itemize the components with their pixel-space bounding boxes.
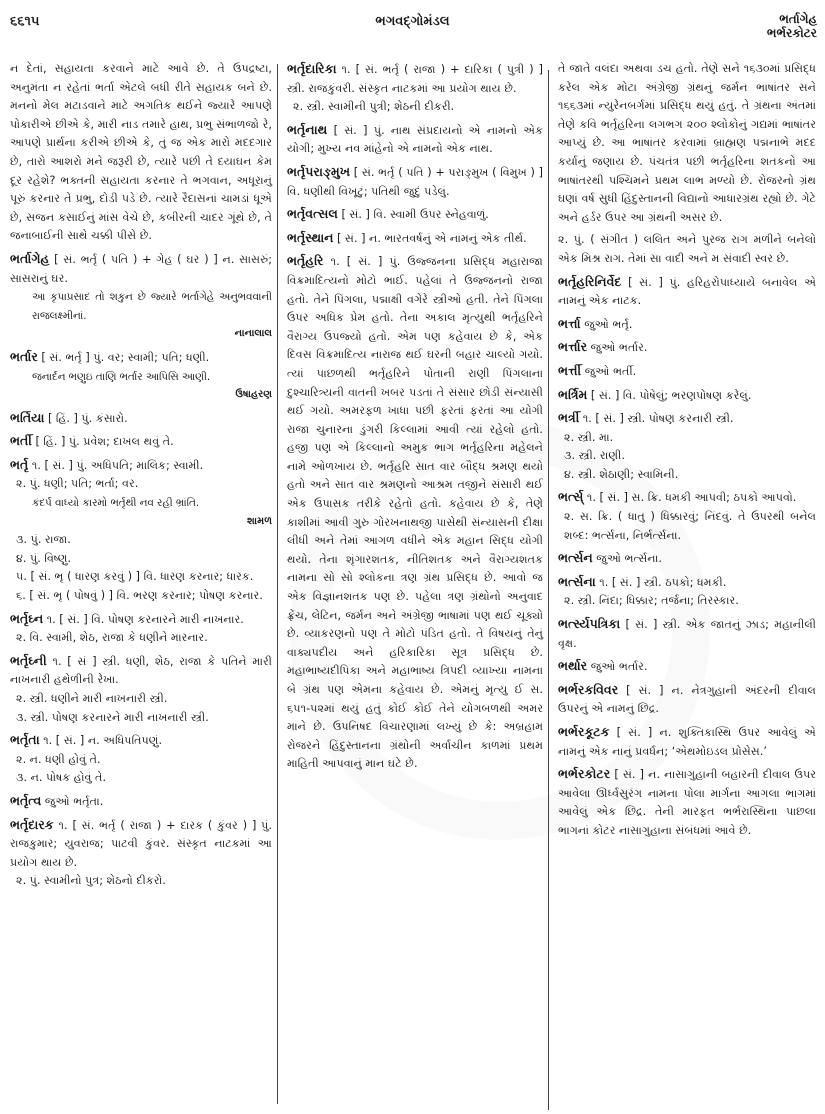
book-title: ભગવદ્ગોમંડલ <box>375 14 450 29</box>
quotation-source: ઉષાહરણ <box>235 389 272 401</box>
entry-sense: ૨. સ. ક્રિ. ( ધાતુ ) ધિક્કારવું; નિંદવું. તે ઉપરથી બનેલ શબ્દ: ભર્ત્સના, નિર્ભર્ત્સના. <box>564 510 816 542</box>
dictionary-entry <box>558 723 816 761</box>
dictionary-entry <box>10 652 272 727</box>
entry-sense: ૧. [ સં. ] પું. ઉજ્જનના પ્રસિદ્ધ મહારાજા વિક્રમાદિત્યનો મોટો ભાઈ. પહેલાં તે ઉજ્જનનો રાજા હતો. તેને પિંગલા, પદ્માક્ષી વગેરે સ્ત્રીઓ હતી. તેને પિંગલા ઉપર અધિક પ્રેમ હતો. તેના અકાલ મૃત્યુથી ભર્તૃહરિને વૈરાગ્ય ઉપજ્યો હતો. એમ પણ કહેવાય છે કે, એક દિવસ વિક્રમાદિત્ય નારાજ થઈ ઘરની બહાર ચાલ્યો ગયો. ત્યાં પાછળથી ભર્તૃહરિને પોતાની રાણી પિંગલાના દુશ્ચારિત્ર્યની વાતની ખબર પડતાં તે સંસાર છોડી સંન્યાસી થઈ ગયો. અમરફળ ખાધા પછી ફરતાં ફરતાં આ યોગી રાજા ચુનારના ડુંગરી કિલ્લામાં આવી ત્યાં રહેલો હતો. હજી પણ એ કિલ્લાનો અમુક ભાગ ભર્તૃહરિના મહેલને નામે ઓળખાય છે. ભર્તૃહરિ સાત વાર બૌદ્ધ શ્રમણ થયો હતો અને સાત વાર શ્રમણનો આશ્રમ તજીને સંસારી થઈ એક ઉપાસક તરીકે રહેતો હતો. કહેવાય છે કે, તેણે કાશીમાં આવી ગુરુ ગોરખનાથજી પાસેથી સંન્યાસની દીક્ષા લીધી અને તેમાં આગળ વધીને એક મહાન સિદ્ધ યોગી થયો. તેના શૃંગારશતક, નીતિશતક અને વૈરાગ્યશતક નામના સો સો શ્લોકના ત્રણ ગ્રંથ પ્રસિદ્ધ છે. આવો જ એક વિજ્ઞાનશતક પણ છે. પહેલા ત્રણ ગ્રંથોનો અનુવાદ ફ્રેંચ, લેટિન, જર્મન અને અંગ્રેજી ભાષામાં પણ થઈ ચૂક્યો છે. વ્યાકરણનો પણ તે મોટો પંડિત હતો. તે વિષયનું તેનું વાક્યપદીય અને હરિકારિકા સૂત્ર પ્રસિદ્ધ છે. મહાભાષ્યદીપિકા અને મહાભાષ્ય ત્રિપદી વ્યાખ્યા નામના બે ગ્રંથ પણ એમના કહેવાય છે. એમનું મૃત્યુ ઈ સ. ૬૫૧-૫૨માં થયું હતું કોઈ કોઈ તેને યોગબળથી અમર માને છે. ઉપનિષદ વિચારણામાં લખ્યું છે કે: અબ્રહામ રોજરને હિંદુસ્તાનના ગ્રંથોની અર્વાચીન કાળમાં પ્રથમ માહિતી આપવાનું માન ઘટે છે. <box>287 255 543 771</box>
entry-headword: ભર્તૃતા <box>10 732 40 748</box>
entry-headword: ભર્તૃ <box>10 456 29 472</box>
dictionary-entry <box>10 409 272 429</box>
entry-sense: જુઓ ભર્તાર. <box>590 660 648 674</box>
entry-sense: જુઓ ભર્ત્સના. <box>596 552 662 566</box>
entry-sense: ૪. પું. વિષ્ણુ. <box>16 551 72 565</box>
entry-sense: [ સં. ભર્તૃ ] પું. વર; સ્વામી; પતિ; ધણી. <box>41 350 210 364</box>
entry-headword: ભર્ત્સન <box>558 550 593 566</box>
column-1 <box>10 60 272 895</box>
dictionary-entry <box>558 615 816 653</box>
entry-headword: ભર્તી <box>10 433 32 449</box>
dictionary-entry <box>558 657 816 677</box>
entry-sense: [ સં. ] વિ. પોષેલું; ભરણપોષણ કરેલું. <box>590 388 752 402</box>
entry-headword: ભર્તૃદારક <box>10 816 54 832</box>
entry-headword: ભર્ત્રી <box>558 410 580 426</box>
entry-sense: ૧. [ સં. ] સ્ત્રી. ઠપકો; ધમકી. <box>599 575 727 589</box>
entry-sense: ૫. [ સં. ભૃ ( ધારણ કરવું ) ] વિ. ધારણ કરનાર; ધારક. <box>16 570 254 584</box>
entry-headword: ભર્ત્સ્યપત્રિકા <box>558 616 621 632</box>
entry-sense: [ સં. ] પું. હરિહરોપાધ્યાયે બનાવેલ એ નામનું એક નાટક. <box>558 275 817 308</box>
dictionary-entry <box>10 432 272 452</box>
entry-sense: ૬. [ સં. ભૃ ( પોષવું ) ] વિ. ભરણ કરનાર; પોષણ કરનાર. <box>16 589 263 603</box>
guide-words <box>767 12 817 40</box>
entry-sense: [ સં. ] ન. નાસાગુહાની બહારની દીવાલ ઉપર આવેલા ઊર્ધ્વસુરંગ નામના પોલા માર્ગના આગલા ભાગમાં આવેલું એક છિદ્ર. તેની મારફત ભર્ભરાસ્થિના પાછલા ભાગનાં કોટર નાસાગુહાના સંબંધમાં આવે છે. <box>558 768 816 837</box>
entry-sense: [ સં. ભર્તૃ ( પતિ ) + ગેહ ( ઘર ) ] ન. સાસરું; સાસરાનું ઘર. <box>10 252 272 285</box>
continuation-paragraph: ન દેતાં, સહાયતા કરવાને માટે આવે છે. તે ઉપદ્રષ્ટા, અનુમંતા ન રહેતાં ભર્તા એટલે બધી રીતે સહાયક બને છે. મનનો મેલ મટાડવાને માટે અગતિક થઈને જ્યારે આપણે પોકારીએ છીએ કે, મારી નાડ તમારે હાથ, પ્રભુ સંભાળજો રે, આપણે પ્રાર્થના કરીએ છીએ કે, તું જ એક મારો મદદગાર છે, તારો આશરો મને જરૂરી છે, ત્યારે પછી તે દયાઘન કેમ દૂર રહેશે? ભક્તની સહાયતા કરનાર તે ભગવાન, અધૂરાનું પૂરું કરનાર તે પ્રભુ, દોડી પડે છે. ત્યારે રૈદાસનાં ચામડાં ધૂએ છે, સજન કસાઈનું માંસ વેચે છે, કબીરની ચાદર ગૂંથે છે, તે જનાબાઈની સાથે ચક્કી પીસે છે. <box>10 62 272 243</box>
entry-sense: [ સં. ] પું. નાથ સંપ્રદાયનો એ નામનો એક યોગી; મુખ્ય નવ માંહેનો એ નામનો એક નાથ. <box>287 123 544 156</box>
entry-quotation: જનાર્દન ભણુઇ તાણિ ભર્તાર આપિસિ આણી. <box>32 370 211 383</box>
guide-word-first: ભર્તાગેહ <box>779 12 817 26</box>
entry-headword: ભર્તૃહરિનિર્વેદ <box>558 273 622 289</box>
entry-sense: [ હિં. ] પું. પ્રવેશ; દાખલ થવું તે. <box>35 435 174 449</box>
dictionary-entry <box>558 573 816 611</box>
entry-sense: ૧. [ સં. ભર્તૃ ( રાજા ) + દારક ( કુંવર ) ] પું. રાજકુમાર; યુવરાજ; પાટવી કુંવર. સંસ્કૃત નાટકમાં આ પ્રયોગ થાય છે. <box>10 818 272 869</box>
entry-headword: ભર્તૃઘ્ની <box>10 652 47 668</box>
entry-sense: ૨. વિ. સ્વામી, શેઠ, રાજા કે ધણીને મારનાર. <box>16 631 208 645</box>
entry-headword: ભર્તૃહરિ <box>287 253 324 269</box>
entry-headword: ભર્ત્તા <box>558 315 581 331</box>
entry-headword: ભર્તૃદારિકા <box>287 61 337 76</box>
dictionary-entry <box>10 456 272 606</box>
entry-sense: જુઓ ભર્તૃતા. <box>44 794 104 808</box>
entry-sense: ૨. સ્ત્રી. સ્વામીની પુત્રી; શેઠની દીકરી. <box>293 100 455 114</box>
entry-sense: [ સં. ભર્તૃ ( પતિ ) + પરાઙ્મુખ ( વિમુખ ) ] વિ. ધણીથી વિખૂટું; પતિથી જુદું પડેલું. <box>287 165 543 198</box>
column-2 <box>287 60 543 778</box>
dictionary-entry <box>558 488 816 545</box>
page-header <box>0 0 825 40</box>
dictionary-entry <box>287 163 543 201</box>
quotation-source: શામળ <box>246 515 272 527</box>
page-number: ૬૬૧૫ <box>10 14 40 29</box>
entry-headword: ભર્તૃત્વ <box>10 792 42 808</box>
column-3 <box>558 60 816 845</box>
entry-sense: જુઓ ભર્તાર. <box>590 341 648 355</box>
entry-headword: ભર્તૃઘ્ન <box>10 610 44 626</box>
entry-headword: ભર્તૃવત્સલ <box>287 206 338 222</box>
entry-sense: ૨. પું. સ્વામીનો પુત્ર; શેઠનો દીકરો. <box>16 874 166 888</box>
dictionary-entry <box>287 252 543 774</box>
entry-sense: ૧. [ સં. ] સ્ત્રી. પોષણ કરનારી સ્ત્રી. <box>582 412 734 426</box>
entry-sense: ૩. સ્ત્રી. રાણી. <box>564 449 625 463</box>
entry-sense: ૩. પું. રાજા. <box>16 533 71 547</box>
entry-sense: [ સં. ] ન. નેત્રગુહાની અંદરની દીવાલ ઉપરનું એ નામનું છિદ્ર. <box>558 683 816 716</box>
entry-headword: ભર્ત્સના <box>558 573 596 589</box>
entry-sense: ૨. ન. ધણી હોવું તે. <box>16 752 101 766</box>
column-divider <box>548 70 549 1110</box>
entry-headword: ભર્ત્તી <box>558 362 582 378</box>
entry-headword: ભર્તાર <box>10 348 38 364</box>
entry-sense: ૨. સ્ત્રી. નિંદા; ધિક્કાર; તર્જના; તિરસ્કાર. <box>564 594 739 608</box>
entry-sense: ૧. [ સં ] સ્ત્રી. ધણી, શેઠ, રાજા કે પતિને મારી નાખનારી હથેળીની રેખા. <box>10 654 272 687</box>
dictionary-entry <box>10 348 272 405</box>
dictionary-entry <box>10 731 272 788</box>
dictionary-entry <box>287 205 543 225</box>
entry-sense: ૪. સ્ત્રી. શેઠાણી; સ્વામિની. <box>564 467 679 481</box>
dictionary-entry <box>558 765 816 840</box>
entry-headword: ભર્તૃપરાઙ્મુખ <box>287 163 351 179</box>
entry-headword: ભર્તાગેહ <box>10 250 50 266</box>
entry-headword: ભર્ત્તાર <box>558 339 588 355</box>
guide-word-last: ભર્ભરકોટર <box>766 26 817 40</box>
entry-sense: ૩. સ્ત્રી. પોષણ કરનારને મારી નાખનારી સ્ત્રી. <box>16 710 209 724</box>
entry-sense: ૨. સ્ત્રી. ધણીને મારી નાખનારી સ્ત્રી. <box>16 692 168 705</box>
dictionary-entry <box>558 409 816 484</box>
entry-sense: ૧. [ સં. ] વિ. પોષણ કરનારને મારી નાખનાર. <box>46 612 244 626</box>
dictionary-entry <box>287 121 543 159</box>
dictionary-entry <box>287 60 543 117</box>
quotation-source: નાનાલાલ <box>234 328 272 340</box>
dictionary-entry <box>558 681 816 719</box>
entry-sense: ૧. [ સં. ] સ. ક્રિ. ધમકી આપવી; ઠપકો આપવો. <box>586 491 797 505</box>
dictionary-entry <box>10 792 272 812</box>
entry-headword: ભર્તૃસ્થાન <box>287 229 334 245</box>
dictionary-entry <box>287 229 543 249</box>
entry-sense: ૧. [ સં. ] પું. અધિપતિ; માલિક; સ્વામી. <box>31 458 204 472</box>
entry-headword: ભર્ભરકોટર <box>558 766 611 782</box>
dictionary-entry <box>558 362 816 382</box>
entry-headword: ભર્તૃનાથ <box>287 121 328 137</box>
entry-quotation: આ કૃપાપ્રસાદ તો શકુન છે જ્યારે ભર્તાગેહે અનુભવવાની રાજલક્ષ્મીનાં. <box>32 291 272 322</box>
entry-sense: ૧. [ સં. ] ન. અધિપતિપણું. <box>43 734 163 748</box>
column-divider <box>277 64 278 1104</box>
entry-headword: ભર્ત્રિમ <box>558 386 588 402</box>
entry-sense: ૨. પું. ધણી; પતિ; ભર્તા; વર. <box>16 477 139 491</box>
entry-sense: [ સં. ] ન. શુક્તિકાસ્થિ ઉપર આવેલું એ નામનું એક નાનું પ્રવર્ધન; ‘એથમોઇડલ પ્રોસેસ.’ <box>558 726 816 758</box>
entry-sense: ૩. ન. પોષક હોવું તે. <box>16 771 107 785</box>
entry-sense: [ સં. ] સ્ત્રી. એક જાતનું ઝાડ; મહાનીલી વૃક્ષ. <box>558 618 816 650</box>
dictionary-entry <box>10 610 272 648</box>
entry-headword: ભર્ભરકૂટક <box>558 724 610 739</box>
entry-headword: ભર્તિયા <box>10 409 45 425</box>
entry-headword: ભર્થાર <box>558 658 588 674</box>
dictionary-entry <box>558 549 816 569</box>
entry-sense: જુઓ ભર્તૃ. <box>584 317 633 331</box>
entry-headword: ભર્ભરકવિવર <box>558 681 619 697</box>
dictionary-entry <box>558 315 816 335</box>
dictionary-entry <box>558 273 816 311</box>
dictionary-entry <box>558 338 816 358</box>
entry-sense: ૧. [ સં. ભર્તૃ ( રાજા ) + દારિકા ( પુત્રી ) ] સ્ત્રી. રાજકુંવરી. સંસ્કૃત નાટકમાં આ પ્રયોગ થાય છે. <box>287 63 543 95</box>
dictionary-entry <box>10 250 272 344</box>
entry-sense: જુઓ ભર્તી. <box>584 364 637 378</box>
dictionary-entry <box>10 816 272 891</box>
dictionary-entry <box>558 231 816 268</box>
entry-quotation: કંદર્પ વાધ્યો કારમો ભર્તૃથી નવ રહી ભ્રાંતિ. <box>32 497 200 510</box>
entry-headword: ભર્ત્સ્ <box>558 489 584 505</box>
entry-sense: [ હિં. ] પું. કંસારો. <box>47 411 128 425</box>
entry-sense: ૨. સ્ત્રી. મા. <box>564 430 614 444</box>
dictionary-entry <box>558 386 816 406</box>
entry-sense: [ સં. ] વિ. સ્વામી ઉપર સ્નેહવાળું. <box>341 208 489 222</box>
entry-sense: [ સં. ] ન. ભારતવર્ષનું એ નામનું એક તીર્થ. <box>337 231 527 245</box>
entry-sense: ૨. પું. ( સંગીત ) લલિત અને પુરજ રાગ મળીને બનેલો એક મિશ્ર રાગ. તેમાં સા વાદી અને મ સંવાદી સ્વર છે. <box>558 233 816 265</box>
continuation-paragraph: તે જાતે વલંદા અથવા ડચ હતો. તેણે સને ૧૬૩૦માં પ્રસિદ્ધ કરેલ એક મોટા અંગ્રેજી ગ્રંથનું જર્મન ભાષાંતર સને ૧૬૬૩માં ન્યુરેનબર્ગમાં પ્રસિદ્ધ થયું હતું. તે ગ્રંથના અંતમાં તેણે કવિ ભર્તૃહરિના લગભગ ૨૦૦ શ્લોકોનું ગદ્યમાં ભાષાંતર આપ્યું છે. આ ભાષાંતર કરવામાં બ્રાહ્મણ પદ્મનાભે મદદ કર્યાનું જણાય છે. પંચતંત્ર પછી ભર્તૃહરિના શતકનો આ ભાષાંતરથી પશ્ચિમને પ્રથમ લાભ મળ્યો છે. રોજરનો ગ્રંથ ઘણાં વર્ષ સુધી હિંદુસ્તાનની વિદ્યાનો આધારગ્રંથ રહ્યો છે. ગેટે અને હર્ડર ઉપર આ ગ્રંથની અસર છે. <box>558 62 816 224</box>
